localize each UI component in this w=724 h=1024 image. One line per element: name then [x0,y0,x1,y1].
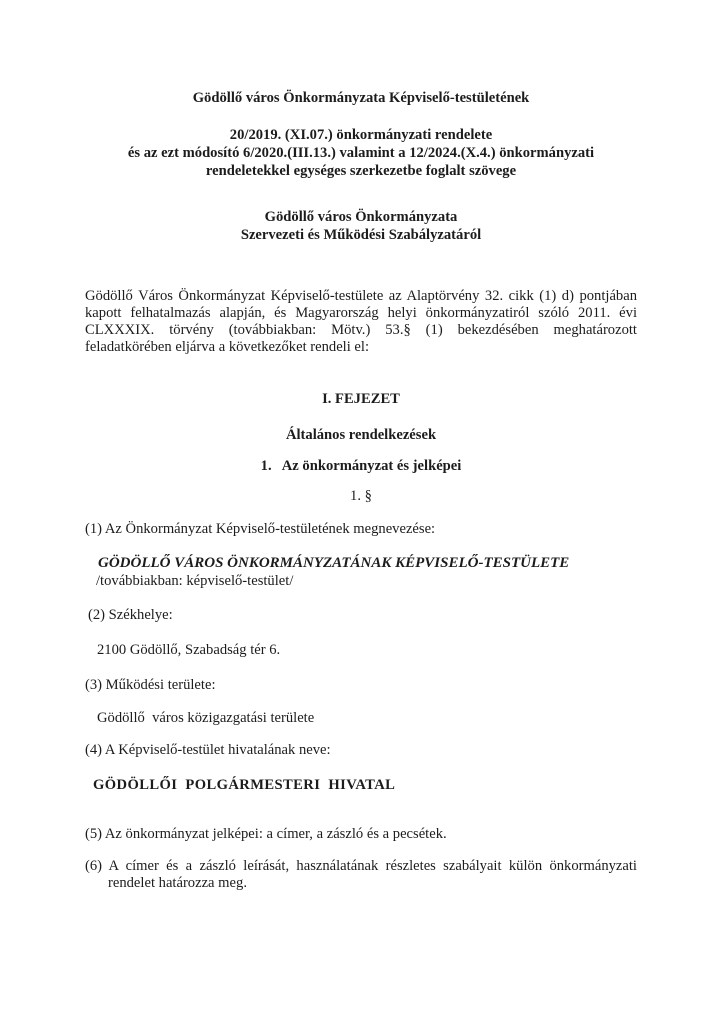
decree-title-block [85,126,637,180]
clause-5: (5) Az önkormányzat jelképei: a címer, a zászló és a pecsétek. [85,826,447,842]
subject-block [85,208,637,244]
clause-2: (2) Székhelye: [88,607,173,623]
subject-line-1: Gödöllő város Önkormányzata [264,209,458,225]
document-author-line: Gödöllő város Önkormányzata Képviselő-testületének [192,90,530,106]
decree-number-line: 20/2019. (XI.07.) önkormányzati rendelete [229,127,493,143]
decree-consolidated-line: rendeletekkel egységes szerkezetbe foglalt szövege [205,163,517,179]
preamble-paragraph: Gödöllő Város Önkormányzat Képviselő-testülete az Alaptörvény 32. cikk (1) d) pontjában kapott felhatalmazás alapján, és Magyarország helyi önkormányzatiról szóló 2011. évi CLXXXIX. törvény (továbbiakban: Mötv.) 53.§ (1) bekezdésében meghatározott feladatkörében eljárva a következőket rendeli el: [85,288,637,355]
seat-address: 2100 Gödöllő, Szabadság tér 6. [97,642,281,658]
decree-amendments-line: és az ezt módosító 6/2020.(III.13.) valamint a 12/2024.(X.4.) önkormányzati [127,145,595,161]
section-heading: 1. Az önkormányzat és jelképei [260,458,462,474]
council-alias: /továbbiakban: képviselő-testület/ [96,573,294,589]
chapter-title-heading: Általános rendelkezések [285,427,437,443]
clause-1: (1) Az Önkormányzat Képviselő-testületének megnevezése: [85,521,436,537]
clause-6: (6) A címer és a zászló leírását, használatának részletes szabályait külön önkormányzati rendelet határozza meg. [85,858,637,891]
office-official-name: GÖDÖLLŐI POLGÁRMESTERI HIVATAL [93,777,396,793]
council-official-name: GÖDÖLLŐ VÁROS ÖNKORMÁNYZATÁNAK KÉPVISELŐ-TESTÜLETE [98,555,570,571]
subject-line-2: Szervezeti és Működési Szabályzatáról [240,227,482,243]
operational-territory: Gödöllő város közigazgatási területe [97,710,315,726]
clause-3: (3) Működési területe: [85,677,216,693]
chapter-number-heading: I. FEJEZET [322,391,400,407]
paragraph-sign: 1. § [350,488,372,504]
clause-4: (4) A Képviselő-testület hivatalának neve: [85,742,331,758]
